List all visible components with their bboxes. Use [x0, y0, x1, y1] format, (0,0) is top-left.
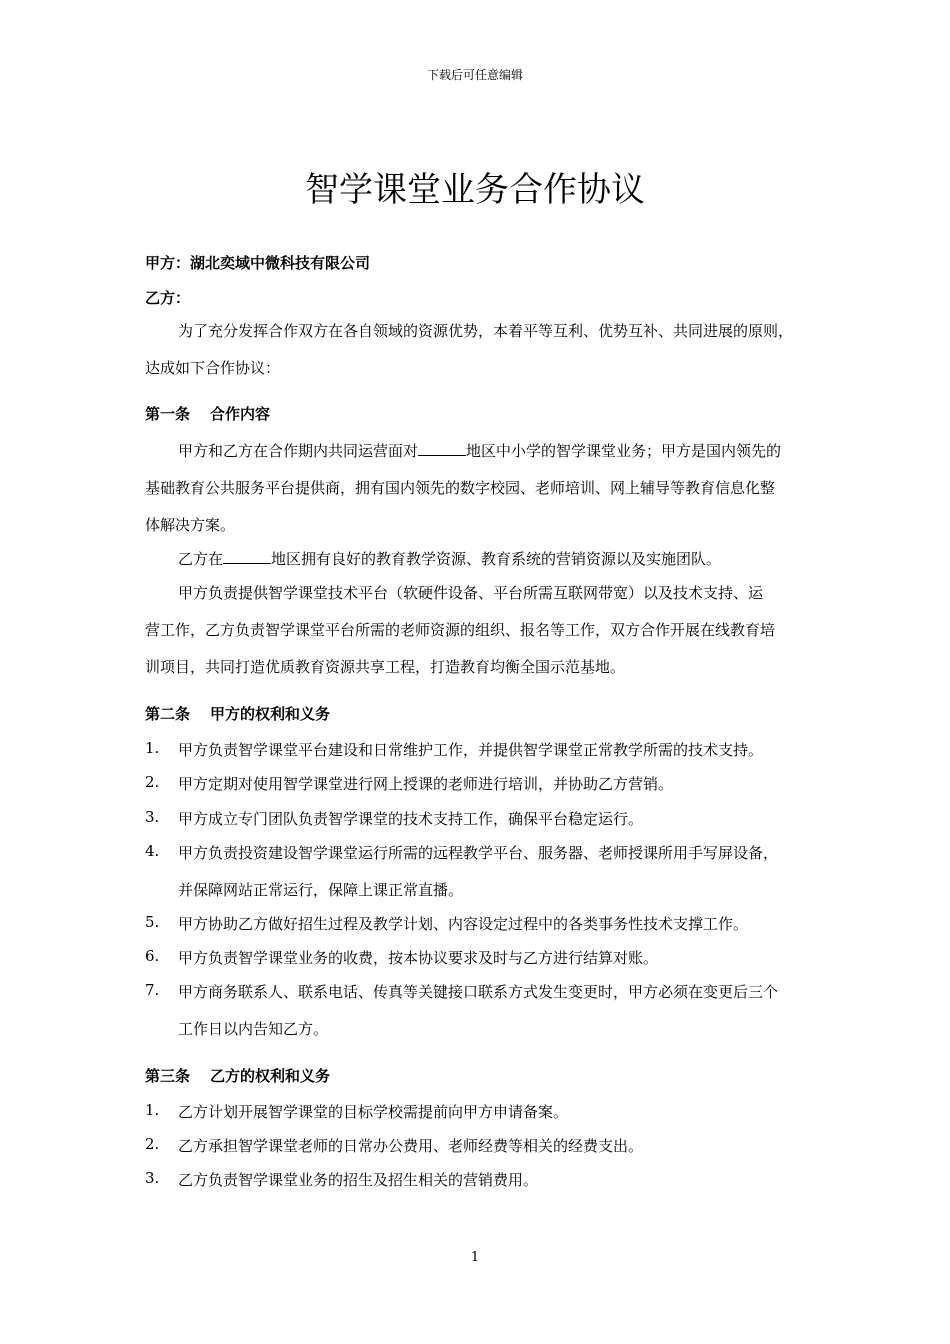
list-item: 乙方负责智学课堂业务的招生及招生相关的营销费用。	[178, 1171, 539, 1189]
section-1-heading	[145, 403, 270, 424]
text-segment: 地区拥有良好的教育教学资源、教育系统的营销资源以及实施团队。	[271, 550, 722, 568]
intro-line-2: 达成如下合作协议：	[145, 359, 281, 377]
list-item: 乙方计划开展智学课堂的目标学校需提前向甲方申请备案。	[178, 1103, 569, 1121]
intro-line-1: 为了充分发挥合作双方在各自领域的资源优势，本着平等互利、优势互补、共同进展的原则，	[178, 322, 794, 340]
list-item-number: 4.	[145, 842, 160, 860]
list-item-number: 1.	[145, 739, 160, 757]
text-segment: 甲方和乙方在合作期内共同运营面对	[178, 442, 419, 460]
list-item-number: 1.	[145, 1101, 160, 1119]
sec1-paragraph-1-line-2: 基础教育公共服务平台提供商，拥有国内领先的数字校园、老师培训、网上辅导等教育信息化整	[145, 479, 776, 497]
list-item-number: 5.	[145, 913, 160, 931]
sec1-paragraph-3-line-1: 甲方负责提供智学课堂技术平台（软硬件设备、平台所需互联网带宽）以及技术支持、运	[178, 584, 764, 602]
sec1-paragraph-3-line-2: 营工作，乙方负责智学课堂平台所需的老师资源的组织、报名等工作，双方合作开展在线教育培	[145, 621, 776, 639]
list-item: 甲方定期对使用智学课堂进行网上授课的老师进行培训，并协助乙方营销。	[178, 775, 674, 793]
document-title: 智学课堂业务合作协议	[305, 170, 645, 210]
list-item-number: 3.	[145, 1169, 160, 1187]
header-note: 下载后可任意编辑	[426, 68, 523, 82]
section-1-number: 第一条	[145, 405, 191, 423]
list-item: 甲方成立专门团队负责智学课堂的技术支持工作，确保平台稳定运行。	[178, 810, 644, 828]
list-item-continuation: 工作日以内告知乙方。	[178, 1020, 329, 1038]
section-2-heading	[145, 703, 330, 724]
list-item: 甲方负责智学课堂平台建设和日常维护工作，并提供智学课堂正常教学所需的技术支持。	[178, 741, 764, 759]
list-item: 乙方承担智学课堂老师的日常办公费用、老师经费等相关的经费支出。	[178, 1137, 644, 1155]
section-1-title: 合作内容	[210, 405, 271, 423]
sec1-paragraph-1-line-3: 体解决方案。	[145, 516, 236, 534]
section-3-title: 乙方的权利和义务	[210, 1067, 331, 1085]
list-item: 甲方负责智学课堂业务的收费，按本协议要求及时与乙方进行结算对账。	[178, 949, 659, 967]
section-3-heading	[145, 1065, 330, 1086]
list-item-number: 7.	[145, 981, 160, 999]
section-2-number: 第二条	[145, 705, 191, 723]
list-item: 甲方协助乙方做好招生过程及教学计划、内容设定过程中的各类事务性技术支撑工作。	[178, 915, 749, 933]
list-item: 甲方商务联系人、联系电话、传真等关键接口联系方式发生变更时，甲方必须在变更后三个	[178, 983, 779, 1001]
section-2-title: 甲方的权利和义务	[210, 705, 331, 723]
text-segment: 地区中小学的智学课堂业务；甲方是国内领先的	[466, 442, 782, 460]
page-number: 1	[470, 1250, 480, 1265]
sec1-paragraph-2	[178, 548, 721, 569]
text-segment: 乙方在	[178, 550, 224, 568]
list-item-number: 2.	[145, 1135, 160, 1153]
sec1-paragraph-3-line-3: 训项目，共同打造优质教育资源共享工程，打造教育均衡全国示范基地。	[145, 658, 626, 676]
section-3-number: 第三条	[145, 1067, 191, 1085]
party-b: 乙方：	[145, 289, 191, 307]
blank-underline	[418, 441, 466, 456]
list-item: 甲方负责投资建设智学课堂运行所需的远程教学平台、服务器、老师授课所用手写屏设备，	[178, 844, 779, 862]
list-item-continuation: 并保障网站正常运行，保障上课正常直播。	[178, 881, 464, 899]
party-a: 甲方：湖北奕域中微科技有限公司	[145, 254, 371, 272]
list-item-number: 3.	[145, 808, 160, 826]
list-item-number: 2.	[145, 773, 160, 791]
list-item-number: 6.	[145, 947, 160, 965]
blank-underline	[223, 549, 271, 564]
sec1-paragraph-1-line-1	[178, 440, 781, 461]
